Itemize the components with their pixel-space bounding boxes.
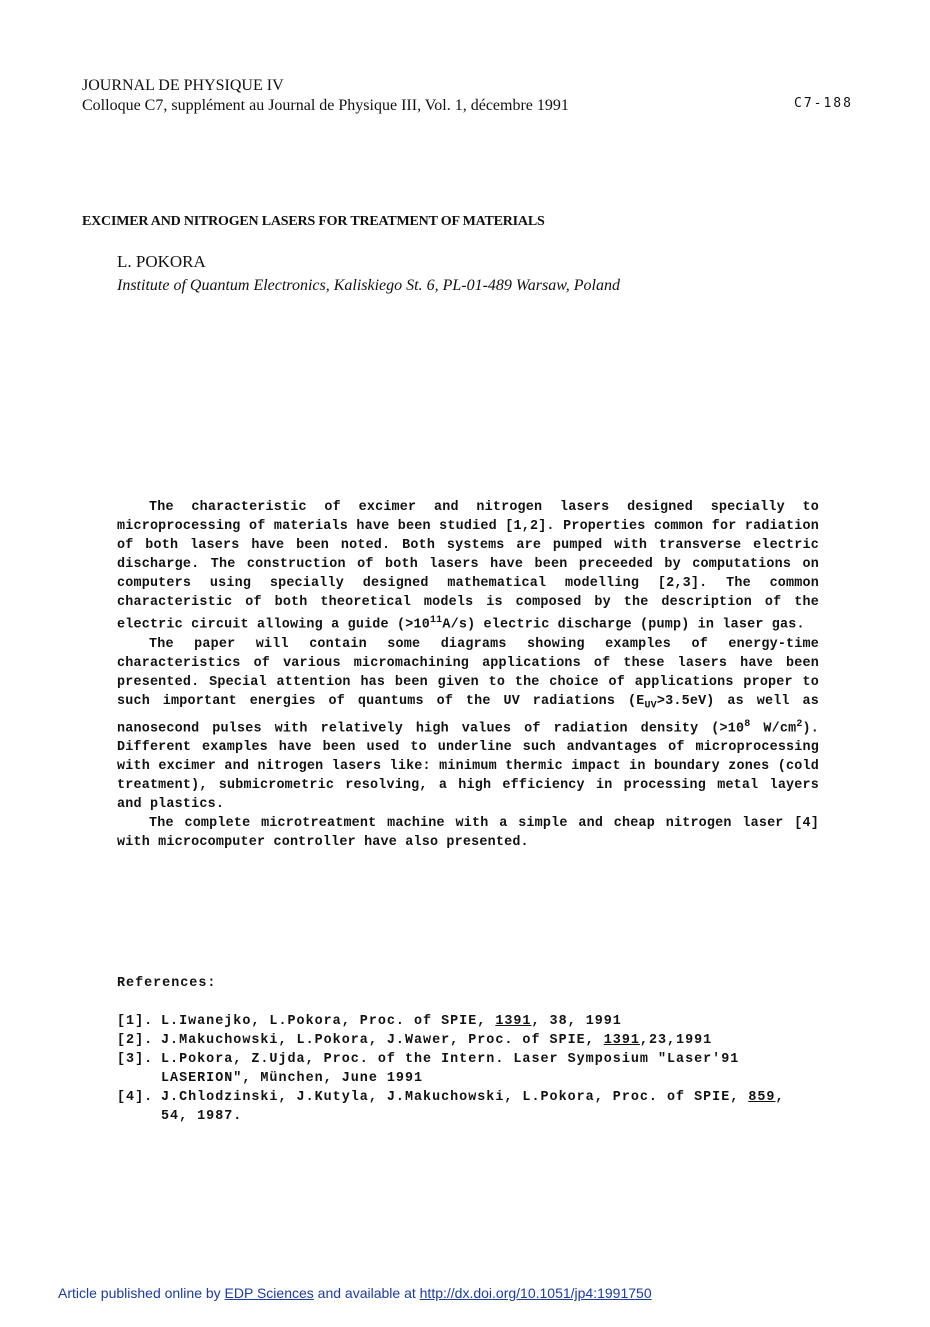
reference-text — [161, 1013, 819, 1032]
abstract — [117, 499, 819, 853]
abstract-p1-end: A/s) electric discharge (pump) in laser gas. — [442, 617, 805, 633]
abstract-p2-sup1: 8 — [744, 719, 751, 731]
abstract-paragraph-1 — [117, 499, 819, 636]
reference-item — [117, 1051, 819, 1089]
reference-authors: L.Iwanejko, L.Pokora, Proc. of SPIE, — [161, 1014, 496, 1029]
paper-title: EXCIMER AND NITROGEN LASERS FOR TREATMENT OF MATERIALS — [82, 214, 545, 229]
reference-item — [117, 1089, 819, 1127]
reference-volume: 859 — [748, 1089, 776, 1105]
abstract-p1-sup: 11 — [429, 615, 443, 627]
reference-volume: 1391 — [603, 1032, 640, 1048]
reference-authors: L.Pokora, Z.Ujda, Proc. of the Intern. Laser Symposium "Laser'91 LASERION", München, June 1991 — [161, 1051, 740, 1086]
reference-number: [4]. — [117, 1089, 154, 1105]
abstract-p2-d: ). Different examples have been used to underline such andvantages of microprocessing with excimer and nitrogen lasers like: minimum thermic impact in boundary zones (cold treatment), submicrometric resolving, a high efficiency in processing metal layers and plastics. — [117, 721, 819, 813]
abstract-p2-c: W/cm — [750, 721, 797, 737]
affiliation: Institute of Quantum Electronics, Kaliskiego St. 6, PL-01-489 Warsaw, Poland — [117, 277, 620, 294]
reference-number: [1]. — [117, 1014, 154, 1029]
abstract-p2-sub: UV — [644, 700, 657, 712]
reference-text — [161, 1032, 819, 1051]
abstract-p1-text: The characteristic of excimer and nitrogen lasers designed specially to microprocessing of materials have been studied [1,2]. Properties common for radiation of both lasers have been noted. Both systems are pumped with transverse electric discharge. The construction of both lasers have been preceeded by computations on computers using specially designed mathematical modelling [2,3]. The common characteristic of both theoretical models is composed by the description of the electric circuit allowing a guide (>10 — [117, 500, 819, 633]
abstract-paragraph-3: The complete microtreatment machine with a simple and cheap nitrogen laser [4] with microcomputer controller have also presented. — [117, 816, 819, 851]
reference-text — [161, 1089, 819, 1127]
edp-sciences-link[interactable]: EDP Sciences — [224, 1285, 314, 1301]
colloque-line: Colloque C7, supplément au Journal de Physique III, Vol. 1, décembre 1991 — [82, 97, 569, 114]
references-list — [117, 1013, 819, 1126]
reference-item — [117, 1013, 819, 1032]
reference-pages: , 38, 1991 — [531, 1014, 622, 1029]
reference-authors: J.Chlodzinski, J.Kutyla, J.Makuchowski, L.Pokora, Proc. of SPIE, — [161, 1089, 749, 1105]
reference-item — [117, 1032, 819, 1051]
reference-pages: , 54, 1987. — [161, 1089, 785, 1124]
author: L. POKORA — [117, 252, 206, 271]
journal-name: JOURNAL DE PHYSIQUE IV — [82, 77, 284, 94]
reference-pages: ,23,1991 — [639, 1032, 713, 1048]
reference-number: [2]. — [117, 1032, 154, 1048]
footer-text: Article published online by — [58, 1285, 225, 1301]
abstract-p2-sup2: 2 — [796, 719, 803, 731]
page-number: C7-188 — [794, 96, 853, 111]
references-heading: References: — [117, 976, 217, 991]
reference-authors: J.Makuchowski, L.Pokora, J.Wawer, Proc. of SPIE, — [161, 1032, 604, 1048]
abstract-paragraph-2 — [117, 636, 819, 815]
reference-number: [3]. — [117, 1051, 154, 1067]
publication-footer — [58, 1285, 652, 1301]
abstract-p2-a: The paper will contain some diagrams showing examples of energy-time characteristics of various micromachining applications of these lasers have been presented. Special attention has been given to the choice of applications proper to such important energies of quantums of the UV radiations (E — [117, 636, 819, 709]
doi-link[interactable]: http://dx.doi.org/10.1051/jp4:1991750 — [419, 1285, 652, 1301]
reference-text — [161, 1051, 819, 1089]
footer-text-2: and available at — [313, 1285, 420, 1301]
abstract-p2-b: >3.5eV) as well as nanosecond pulses with relatively high values of radiation density (>10 — [117, 693, 819, 737]
reference-volume: 1391 — [495, 1014, 532, 1029]
